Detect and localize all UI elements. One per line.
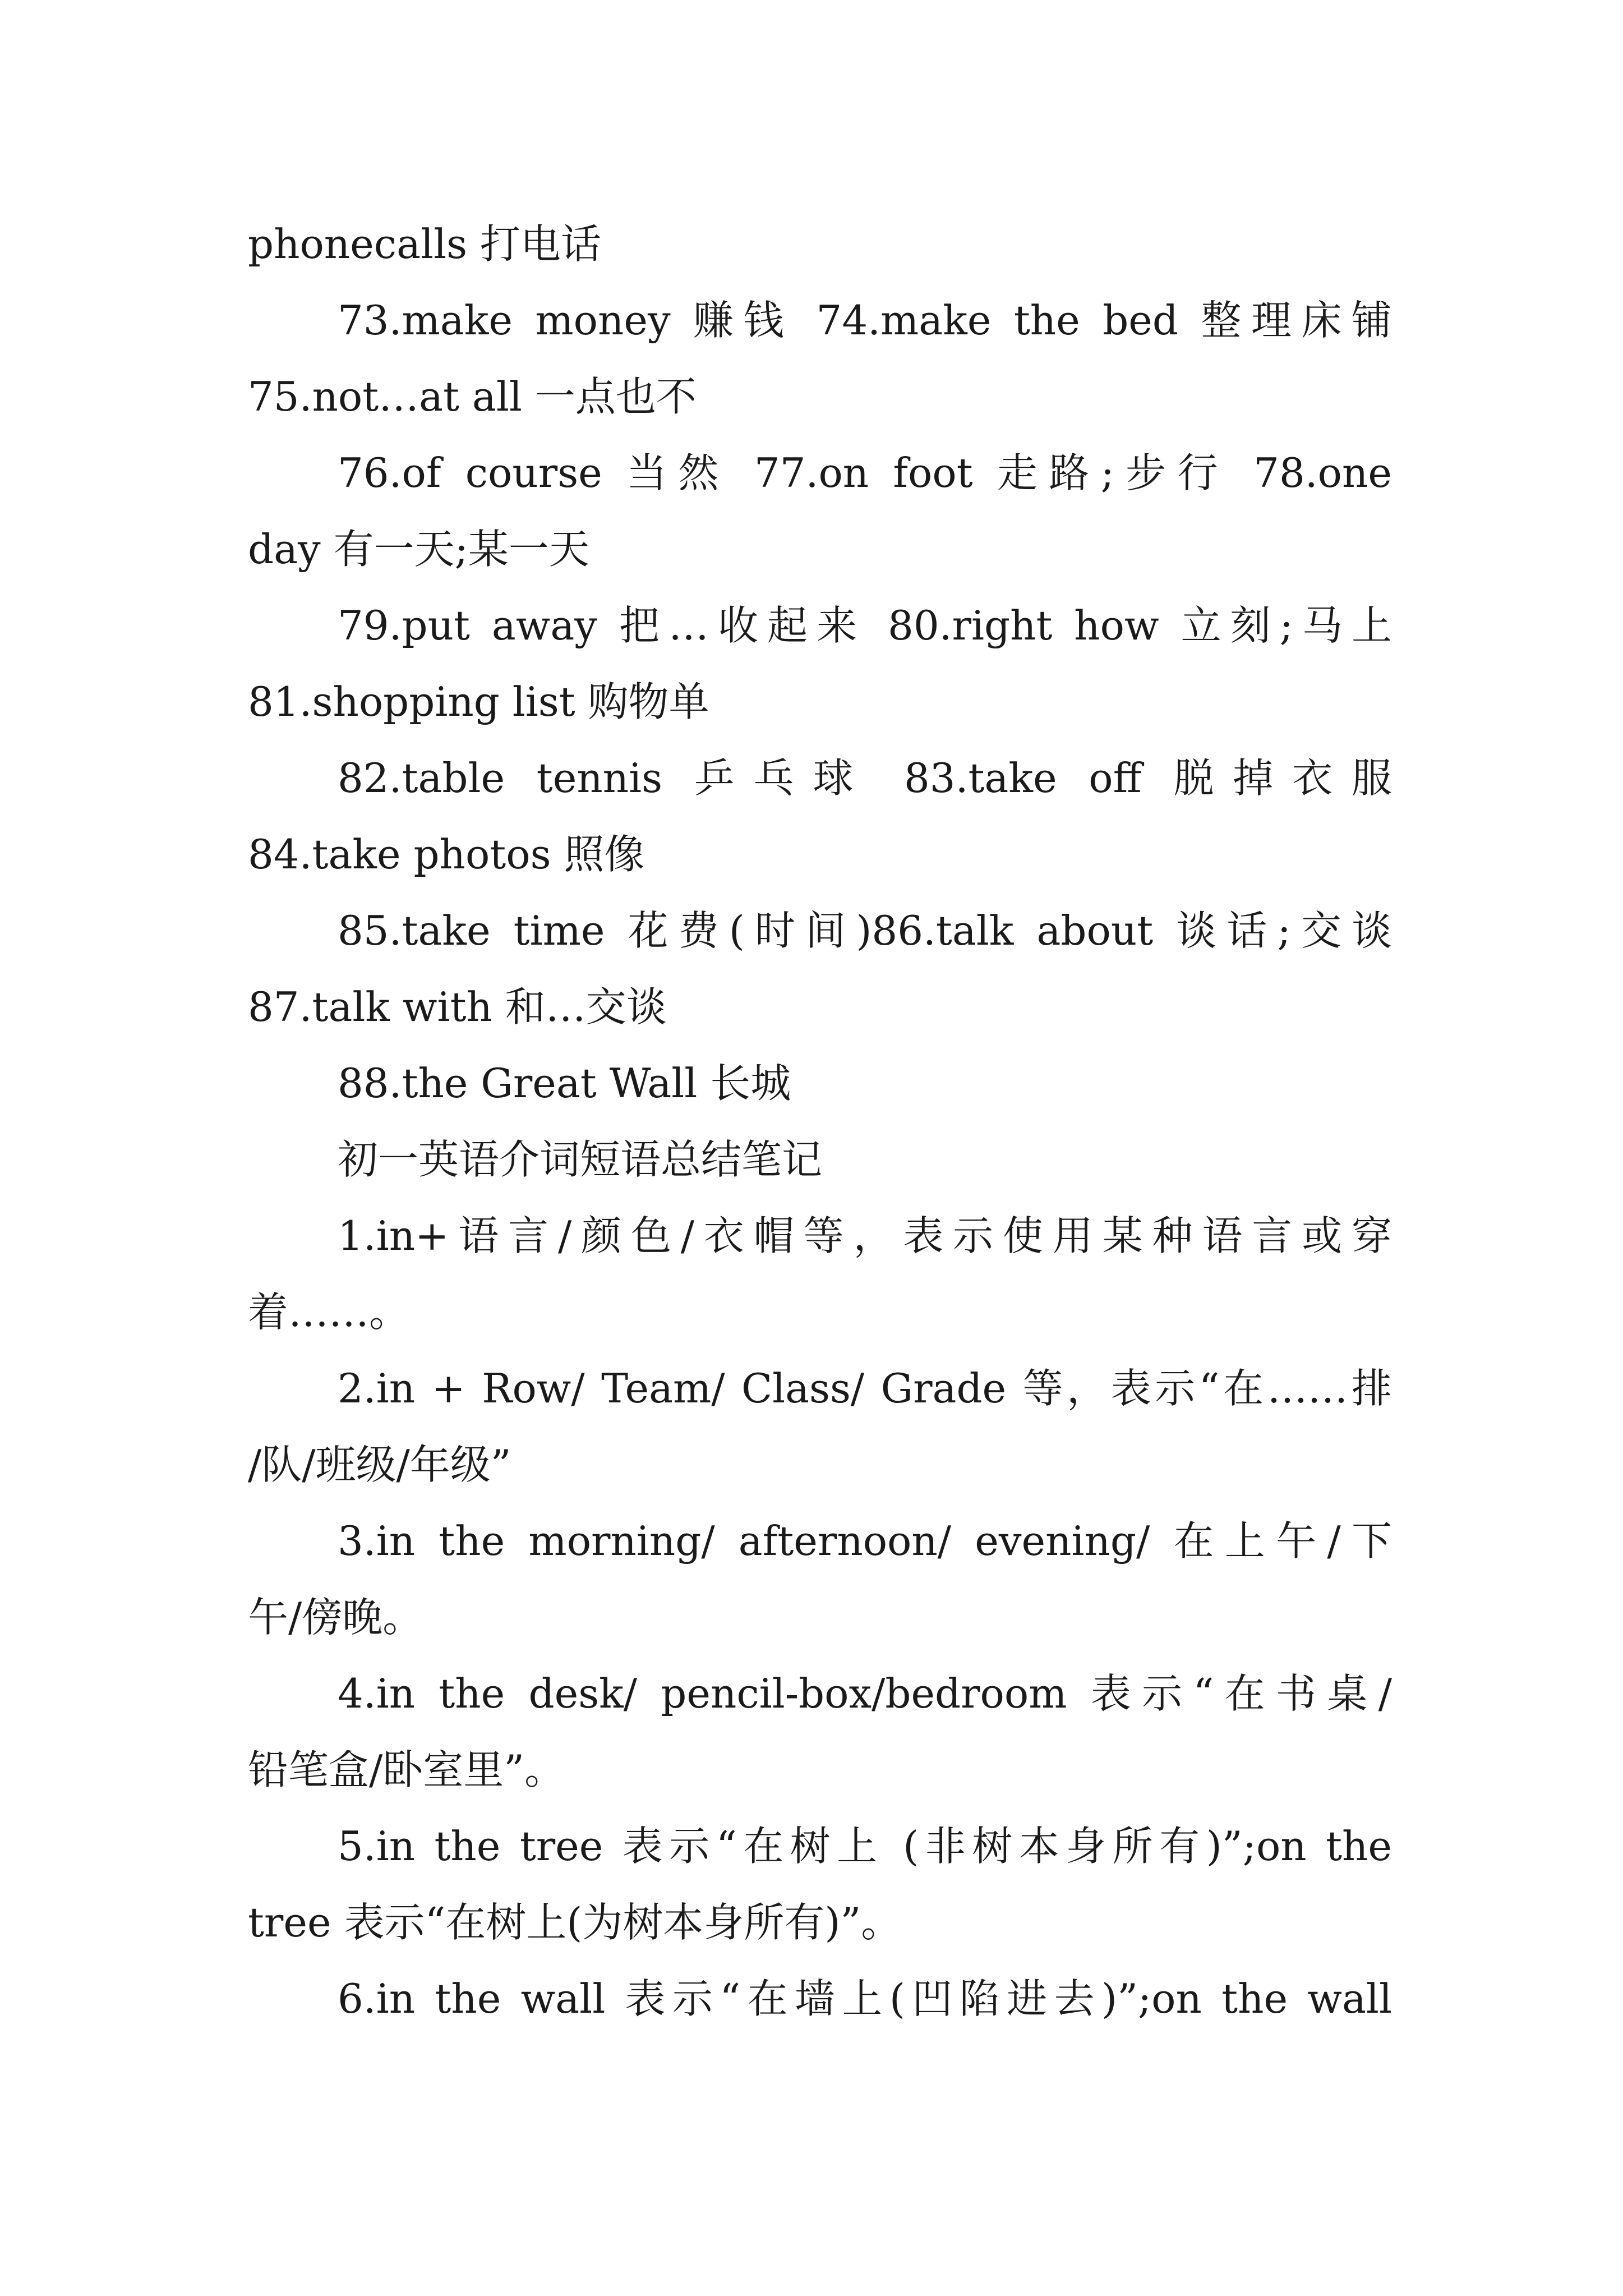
section-heading: 初一英语介词短语总结笔记 [338,1136,823,1183]
text-line: 82.table tennis 乒乓球 83.take off 脱掉衣服 [338,754,1392,802]
text-line: 73.make money 赚钱 74.make the bed 整理床铺 [338,297,1392,344]
text-line: 76.of course 当然 77.on foot 走路;步行 78.one [338,449,1392,496]
text-line: /队/班级/年级” [248,1441,511,1488]
text-line: 79.put away 把…收起来 80.right how 立刻;马上 [338,602,1392,649]
text-line: phonecalls 打电话 [248,220,601,268]
text-line: 午/傍晚。 [248,1594,423,1641]
text-line: tree 表示“在树上(为树本身所有)”。 [248,1899,902,1946]
text-line: 81.shopping list 购物单 [248,678,709,725]
text-line: 4.in the desk/ pencil-box/bedroom 表示“在书桌/ [338,1670,1392,1717]
text-line: 3.in the morning/ afternoon/ evening/ 在上午/下 [338,1517,1392,1565]
text-line: 5.in the tree 表示“在树上 (非树本身所有)”;on the [338,1823,1392,1870]
text-line: 着……。 [248,1289,410,1336]
text-line: 85.take time 花费(时间)86.talk about 谈话;交谈 [338,907,1392,954]
text-line: 1.in+语言/颜色/衣帽等，表示使用某种语言或穿 [338,1212,1392,1259]
text-line: 6.in the wall 表示“在墙上(凹陷进去)”;on the wall [338,1975,1392,2022]
text-line: 87.talk with 和…交谈 [248,983,667,1030]
text-line: 88.the Great Wall 长城 [338,1060,791,1107]
text-line: 84.take photos 照像 [248,831,645,878]
text-line: 2.in + Row/ Team/ Class/ Grade 等，表示“在……排 [338,1365,1392,1412]
text-line: day 有一天;某一天 [248,526,589,573]
text-line: 铅笔盒/卧室里”。 [248,1746,565,1793]
text-line: 75.not…at all 一点也不 [248,373,697,420]
